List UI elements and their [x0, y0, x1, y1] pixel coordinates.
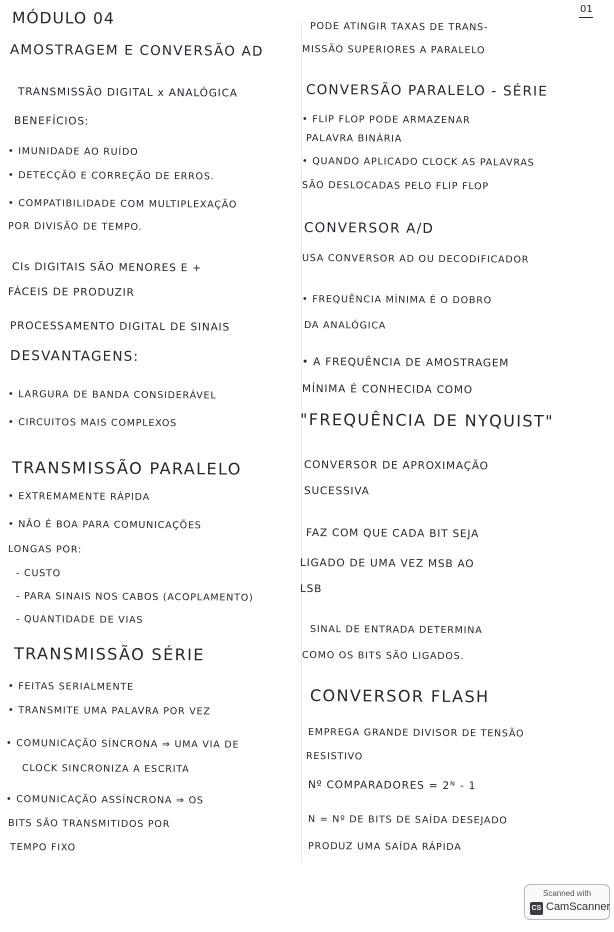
text-line: TEMPO FIXO: [9, 842, 76, 854]
list-item: • FLIP FLOP PODE ARMAZENAR: [301, 114, 471, 127]
heading-conversao-paralelo-serie: CONVERSÃO PARALELO - SÉRIE: [305, 82, 549, 100]
text-line: SUCESSIVA: [303, 485, 370, 498]
text-line: LIGADO DE UMA VEZ MSB AO: [299, 557, 475, 571]
benefits-label: BENEFÍCIOS:: [13, 115, 90, 128]
sub-list-item: - QUANTIDADE DE VIAS: [15, 614, 144, 626]
drawbacks-label: DESVANTAGENS:: [9, 348, 140, 365]
text-line: SINAL DE ENTRADA DETERMINA: [309, 624, 483, 637]
column-divider: [301, 22, 302, 862]
text-line: CIs DIGITAIS SÃO MENORES E +: [11, 261, 202, 275]
text-line: EMPREGA GRANDE DIVISOR DE TENSÃO: [307, 727, 525, 740]
formula-comparadores: Nº COMPARADORES = 2ᴺ - 1: [307, 779, 477, 793]
page-number-underline: [579, 17, 593, 18]
heading-transmissao-digital: TRANSMISSÃO DIGITAL x ANALÓGICA: [17, 86, 238, 100]
text-line: COMO OS BITS SÃO LIGADOS.: [301, 650, 465, 663]
watermark-brand: CamScanner: [546, 901, 611, 913]
heading-amostragem: AMOSTRAGEM E CONVERSÃO AD: [9, 42, 264, 60]
text-line: FÁCEIS DE PRODUZIR: [7, 286, 135, 299]
page-number: 01: [580, 4, 593, 15]
sub-list-item: - PARA SINAIS NOS CABOS (ACOPLAMENTO): [15, 591, 254, 604]
heading-conversor-ad: CONVERSOR A/D: [303, 220, 435, 237]
list-item: • NÃO É BOA PARA COMUNICAÇÕES: [7, 519, 202, 532]
watermark-caption: Scanned with: [542, 889, 592, 898]
list-item: • COMUNICAÇÃO ASSÍNCRONA ⇒ OS: [5, 794, 204, 807]
list-item: • QUANDO APLICADO CLOCK AS PALAVRAS: [301, 156, 535, 169]
camscanner-logo-icon: CS: [530, 902, 543, 915]
module-title: MÓDULO 04: [11, 9, 115, 28]
nyquist-label: "FREQUÊNCIA DE NYQUIST": [299, 410, 554, 431]
text-line: RESISTIVO: [305, 751, 364, 763]
text-line: POR DIVISÃO DE TEMPO.: [7, 221, 143, 233]
text-line: LSB: [299, 583, 323, 596]
text-line: PODE ATINGIR TAXAS DE TRANS-: [309, 21, 489, 34]
camscanner-watermark: [524, 884, 610, 920]
list-item: • LARGURA DE BANDA CONSIDERÁVEL: [7, 389, 217, 402]
heading-transmissao-paralelo: TRANSMISSÃO PARALELO: [11, 458, 242, 479]
text-line: USA CONVERSOR AD OU DECODIFICADOR: [301, 253, 530, 266]
text-line: FAZ COM QUE CADA BIT SEJA: [305, 527, 480, 541]
sub-list-item: - CUSTO: [15, 568, 61, 580]
list-item: • TRANSMITE UMA PALAVRA POR VEZ: [7, 705, 211, 718]
text-line: PROCESSAMENTO DIGITAL DE SINAIS: [9, 320, 230, 334]
text-line: LONGAS POR:: [7, 544, 83, 556]
list-item: • IMUNIDADE AO RUÍDO: [7, 146, 139, 158]
list-item: • CIRCUITOS MAIS COMPLEXOS: [7, 417, 178, 430]
list-item: • DETECÇÃO E CORREÇÃO DE ERROS.: [7, 170, 215, 183]
text-line: MÍNIMA É CONHECIDA COMO: [301, 383, 473, 397]
heading-transmissao-serie: TRANSMISSÃO SÉRIE: [13, 644, 205, 665]
text-line: PALAVRA BINÁRIA: [305, 133, 403, 145]
heading-conversor-flash: CONVERSOR FLASH: [309, 686, 490, 707]
text-line: MISSÃO SUPERIORES A PARALELO: [301, 44, 486, 57]
text-line: BITS SÃO TRANSMITIDOS POR: [7, 818, 171, 831]
list-item: • A FREQUÊNCIA DE AMOSTRAGEM: [301, 356, 510, 370]
heading-conversor-aproximacao: CONVERSOR DE APROXIMAÇÃO: [303, 459, 489, 473]
list-item: • COMUNICAÇÃO SÍNCRONA ⇒ UMA VIA DE: [5, 738, 240, 751]
text-line: SÃO DESLOCADAS PELO FLIP FLOP: [301, 180, 490, 193]
list-item: • COMPATIBILIDADE COM MULTIPLEXAÇÃO: [7, 198, 238, 211]
list-item: • EXTREMAMENTE RÁPIDA: [7, 491, 150, 503]
list-item: • FREQUÊNCIA MÍNIMA É O DOBRO: [301, 294, 492, 307]
formula-n: N = Nº DE BITS DE SAÍDA DESEJADO: [307, 814, 508, 827]
text-line: DA ANALÓGICA: [303, 320, 387, 332]
text-line: PRODUZ UMA SAÍDA RÁPIDA: [307, 841, 462, 854]
text-line: CLOCK SINCRONIZA A ESCRITA: [21, 763, 190, 776]
list-item: • FEITAS SERIALMENTE: [7, 681, 134, 693]
